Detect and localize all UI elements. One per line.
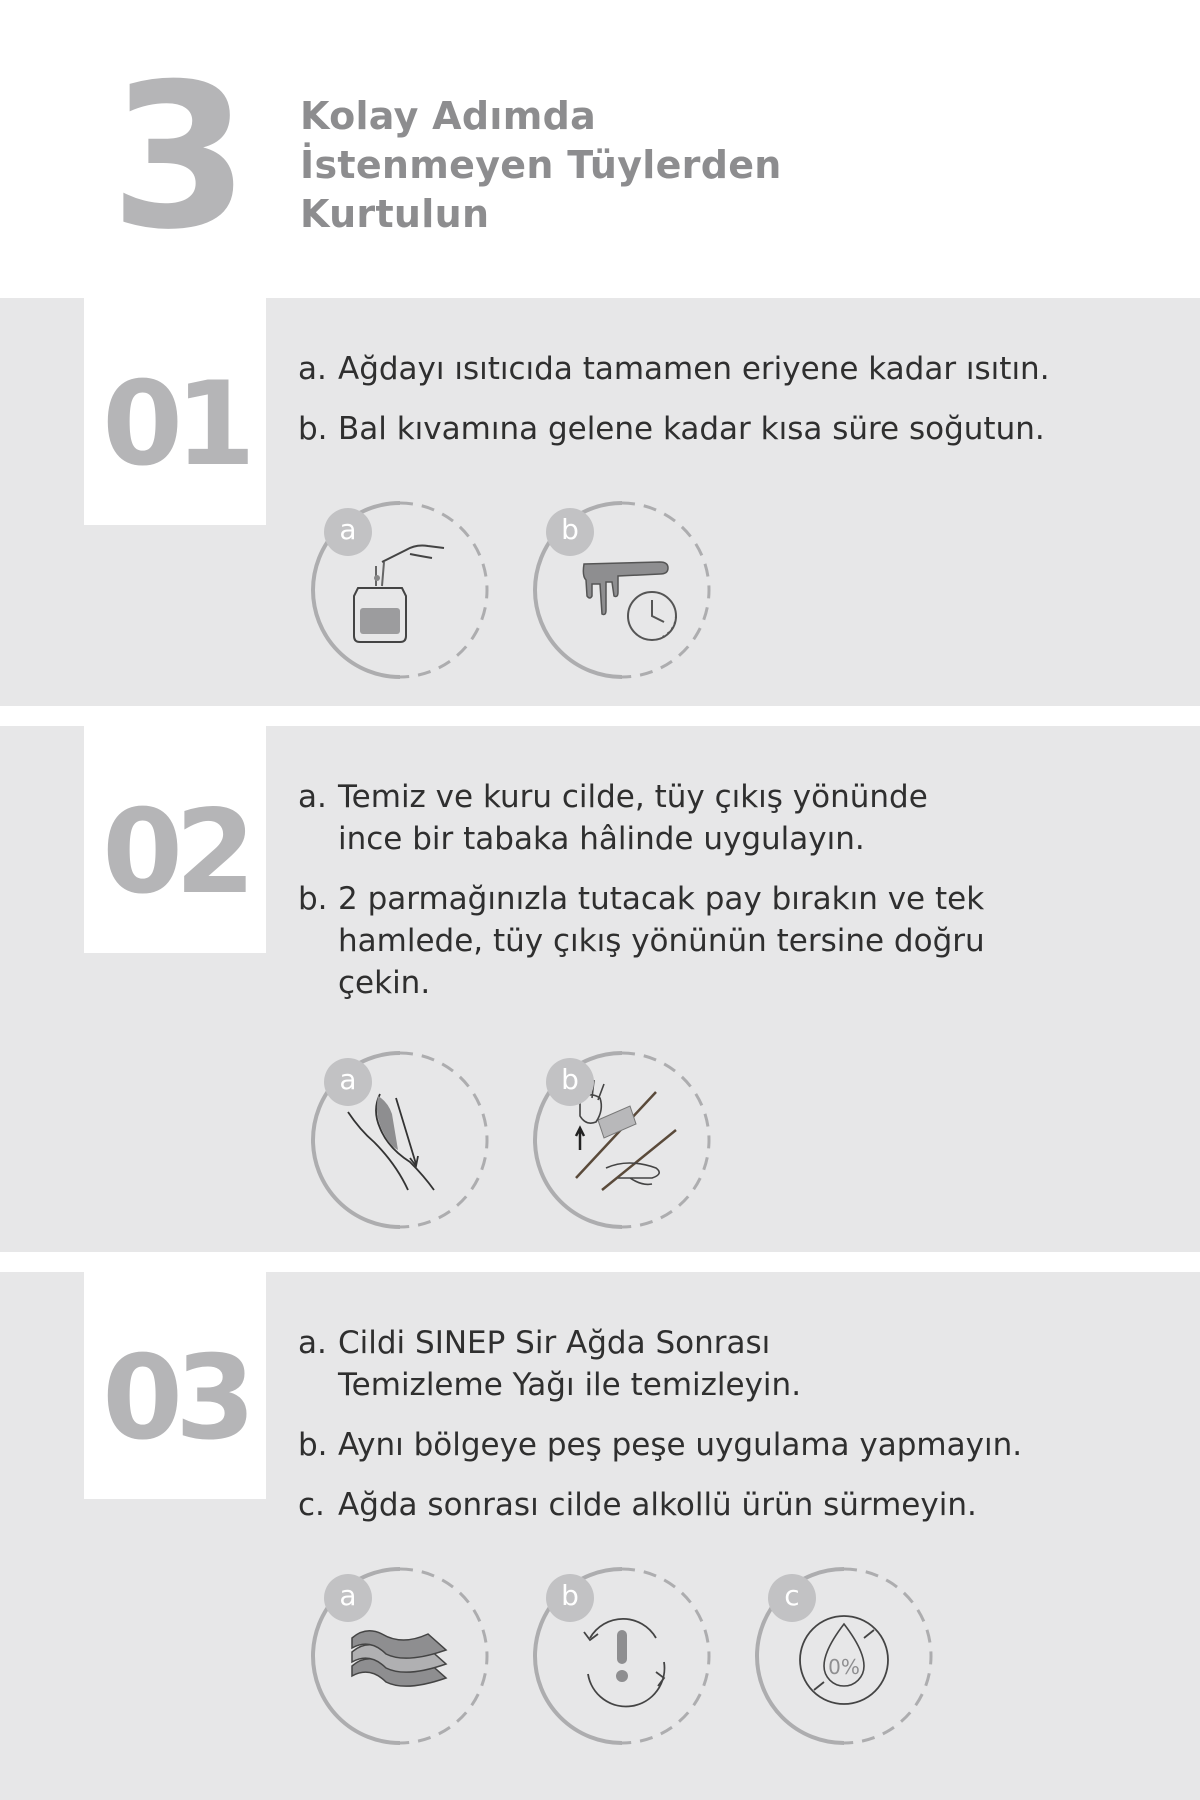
- instruction-text: Temiz ve kuru cilde, tüy çıkış yönünde ince bir tabaka hâlinde uygulayın.: [338, 779, 928, 857]
- dripping-spatula-timer-icon: [532, 500, 712, 680]
- instruction-item: [298, 878, 998, 1004]
- step-instructions: [298, 1322, 1178, 1544]
- hands-pull-wax-icon: [532, 1050, 712, 1230]
- page-title-line: İstenmeyen Tüylerden: [300, 143, 782, 187]
- step-number: 03: [102, 1331, 248, 1466]
- step-section-02: [0, 726, 1200, 1252]
- step-section-03: [0, 1272, 1200, 1800]
- page-title-line: Kurtulun: [300, 192, 490, 236]
- step-instructions: [298, 776, 1178, 1022]
- step-instructions: [298, 348, 1178, 468]
- instruction-text: Bal kıvamına gelene kadar kısa süre soğutun.: [338, 411, 1045, 447]
- instruction-letter: b.: [298, 411, 328, 447]
- icon-badge: a: [324, 508, 372, 556]
- step-number-box: [84, 1272, 266, 1499]
- wax-jar-heat-icon: [310, 500, 490, 680]
- zero-percent-label: 0%: [828, 1655, 860, 1679]
- zero-percent-alcohol-icon: [754, 1566, 934, 1746]
- steps-count-number: 3: [110, 41, 246, 274]
- repeat-warning-icon: [532, 1566, 712, 1746]
- instruction-item: [298, 408, 1178, 450]
- instruction-item: [298, 1484, 1178, 1526]
- step-section-01: [0, 298, 1200, 706]
- instruction-letter: a.: [298, 779, 327, 815]
- instruction-text: Aynı bölgeye peş peşe uygulama yapmayın.: [338, 1427, 1023, 1463]
- step-number: 02: [102, 785, 248, 920]
- layered-wipes-icon: [310, 1566, 490, 1746]
- instruction-letter: b.: [298, 1427, 328, 1463]
- leg-apply-wax-icon: [310, 1050, 490, 1230]
- instruction-text: 2 parmağınızla tutacak pay bırakın ve tek hamlede, tüy çıkış yönünün tersine doğru çekin.: [338, 881, 985, 1001]
- instruction-letter: c.: [298, 1487, 325, 1523]
- instruction-letter: a.: [298, 351, 327, 387]
- icon-badge: a: [324, 1058, 372, 1106]
- step-number-box: [84, 726, 266, 953]
- icon-badge: c: [768, 1574, 816, 1622]
- instruction-item: [298, 776, 998, 860]
- step-number: 01: [102, 357, 248, 492]
- instruction-item: [298, 1424, 1178, 1466]
- step-number-box: [84, 298, 266, 525]
- instruction-letter: a.: [298, 1325, 327, 1361]
- icon-badge: b: [546, 508, 594, 556]
- page-title-line: Kolay Adımda: [300, 94, 597, 138]
- page-title: [300, 92, 900, 239]
- instruction-letter: b.: [298, 881, 328, 917]
- instruction-item: [298, 348, 1178, 390]
- instruction-text: Cildi SINEP Sir Ağda Sonrası Temizleme Yağı ile temizleyin.: [338, 1325, 802, 1403]
- instruction-text: Ağdayı ısıtıcıda tamamen eriyene kadar ısıtın.: [338, 351, 1050, 387]
- icon-badge: b: [546, 1574, 594, 1622]
- header: [0, 0, 1200, 298]
- instruction-text: Ağda sonrası cilde alkollü ürün sürmeyin.: [338, 1487, 977, 1523]
- instruction-item: [298, 1322, 898, 1406]
- icon-badge: b: [546, 1058, 594, 1106]
- icon-badge: a: [324, 1574, 372, 1622]
